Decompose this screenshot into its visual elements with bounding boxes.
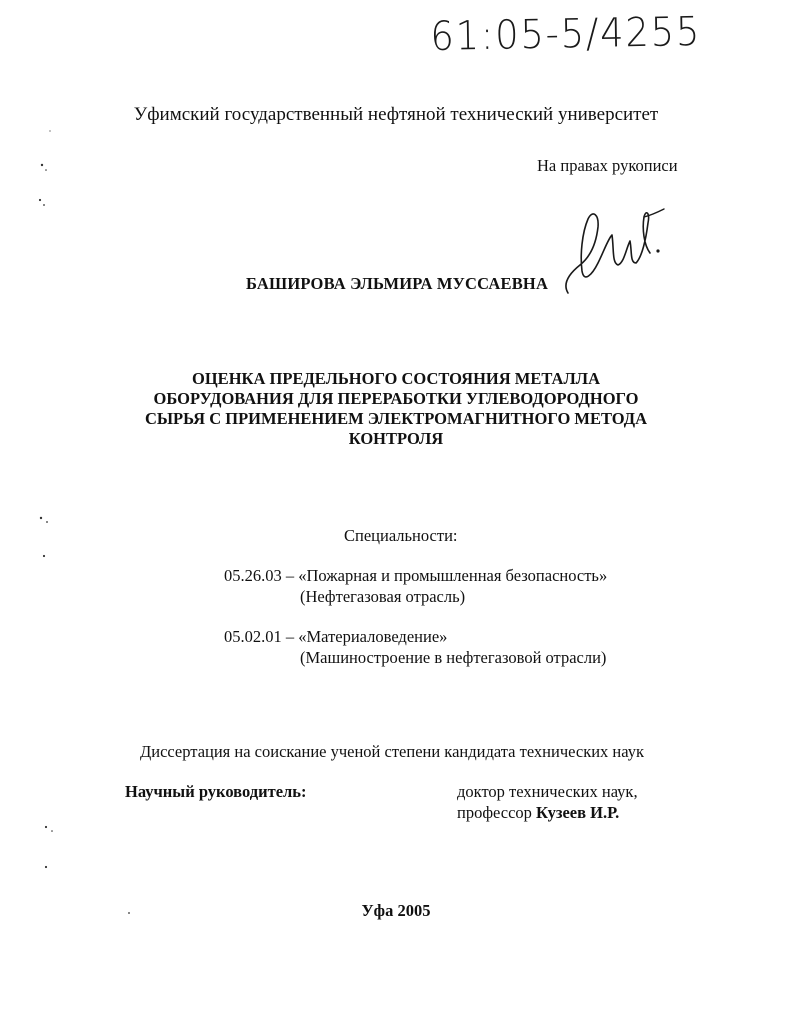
specialties-label: Специальности:	[344, 526, 458, 545]
advisor-label: Научный руководитель:	[125, 782, 307, 801]
specialty-code-line: 05.02.01 – «Материаловедение»	[224, 627, 448, 646]
advisor-degree: доктор технических наук,	[457, 782, 638, 801]
title-line: ОЦЕНКА ПРЕДЕЛЬНОГО СОСТОЯНИЯ МЕТАЛЛА	[192, 369, 600, 388]
manuscript-rights-note: На правах рукописи	[537, 156, 678, 175]
advisor-title-line	[457, 803, 619, 823]
library-code-handwritten: 61:05-5/4255	[430, 8, 702, 60]
dissertation-degree-statement: Диссертация на соискание ученой степени кандидата технических наук	[140, 742, 644, 761]
title-line: ОБОРУДОВАНИЯ ДЛЯ ПЕРЕРАБОТКИ УГЛЕВОДОРОДНОГО	[153, 389, 639, 408]
dissertation-title	[0, 369, 792, 449]
author-name: БАШИРОВА ЭЛЬМИРА МУССАЕВНА	[246, 274, 549, 293]
specialty-code-line: 05.26.03 – «Пожарная и промышленная безопасность»	[224, 566, 608, 585]
city-and-year: Уфа 2005	[361, 901, 431, 920]
specialty-branch-note: (Нефтегазовая отрасль)	[300, 587, 466, 606]
title-line: КОНТРОЛЯ	[348, 429, 444, 448]
title-line: СЫРЬЯ С ПРИМЕНЕНИЕМ ЭЛЕКТРОМАГНИТНОГО МЕТОДА	[144, 409, 648, 428]
signature-mark	[560, 205, 680, 300]
advisor-name: Кузеев И.Р.	[536, 803, 620, 822]
university-name: Уфимский государственный нефтяной технический университет	[133, 104, 659, 125]
specialty-branch-note: (Машиностроение в нефтегазовой отрасли)	[300, 648, 607, 667]
advisor-rank: профессор	[457, 803, 532, 822]
